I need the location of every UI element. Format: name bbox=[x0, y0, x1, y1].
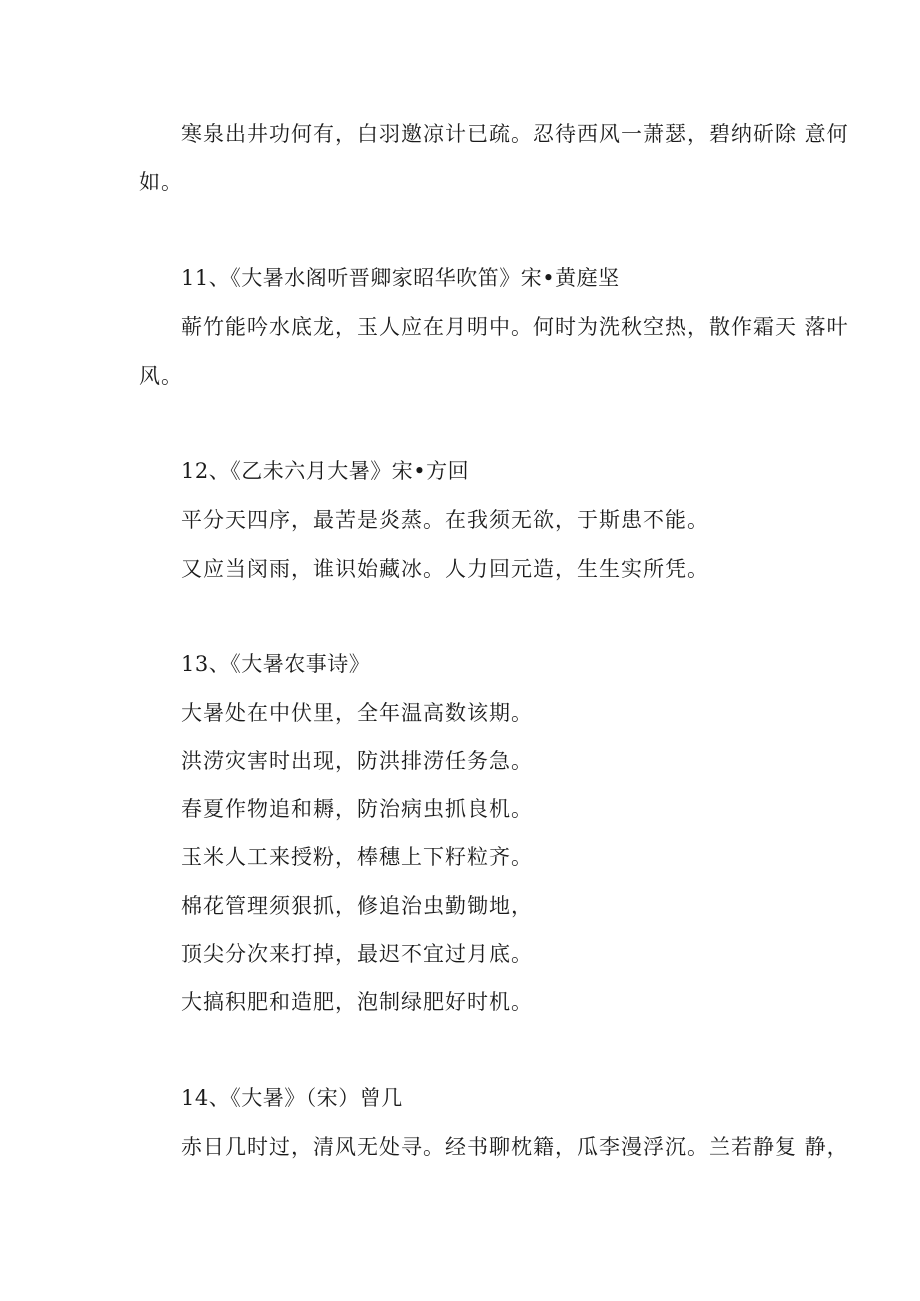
poem-11-heading: 11、《大暑水阁听晋卿家昭华吹笛》宋•黄庭坚 bbox=[181, 266, 620, 290]
intro-poem-line-1: 寒泉出井功何有，白羽邀凉计已疏。忍待西风一萧瑟，碧纳斫除 意何 bbox=[181, 122, 849, 146]
poem-11-line-2: 风。 bbox=[139, 364, 183, 388]
poem-11-line-1: 蕲竹能吟水底龙，玉人应在月明中。何时为洗秋空热，散作霜天 落叶 bbox=[181, 315, 849, 339]
poem-13-line: 大暑处在中伏里，全年温高数该期。 bbox=[181, 701, 533, 725]
intro-poem-line-2: 如。 bbox=[139, 170, 183, 194]
poem-13-heading: 13、《大暑农事诗》 bbox=[181, 652, 371, 676]
poem-14-line-1: 赤日几时过，清风无处寻。经书聊枕籍，瓜李漫浮沉。兰若静复 静， bbox=[181, 1135, 849, 1159]
poem-13-line: 春夏作物追和耨，防治病虫抓良机。 bbox=[181, 797, 533, 821]
poem-12-line-2: 又应当闵雨，谁识始藏冰。人力回元造，生生实所凭。 bbox=[181, 557, 709, 581]
poem-13-line: 棉花管理须狠抓，修追治虫勤锄地， bbox=[181, 894, 533, 918]
poem-12-line-1: 平分天四序，最苦是炎蒸。在我须无欲，于斯患不能。 bbox=[181, 508, 709, 532]
poem-13-line: 顶尖分次来打掉，最迟不宜过月底。 bbox=[181, 942, 533, 966]
poem-13-line: 玉米人工来授粉，棒穗上下籽粒齐。 bbox=[181, 845, 533, 869]
poem-13-line: 大搞积肥和造肥，泡制绿肥好时机。 bbox=[181, 990, 533, 1014]
poem-13-line: 洪涝灾害时出现，防洪排涝任务急。 bbox=[181, 749, 533, 773]
poem-14-heading: 14、《大暑》（宋）曾几 bbox=[181, 1086, 403, 1110]
poem-12-heading: 12、《乙未六月大暑》宋•方回 bbox=[181, 459, 470, 483]
